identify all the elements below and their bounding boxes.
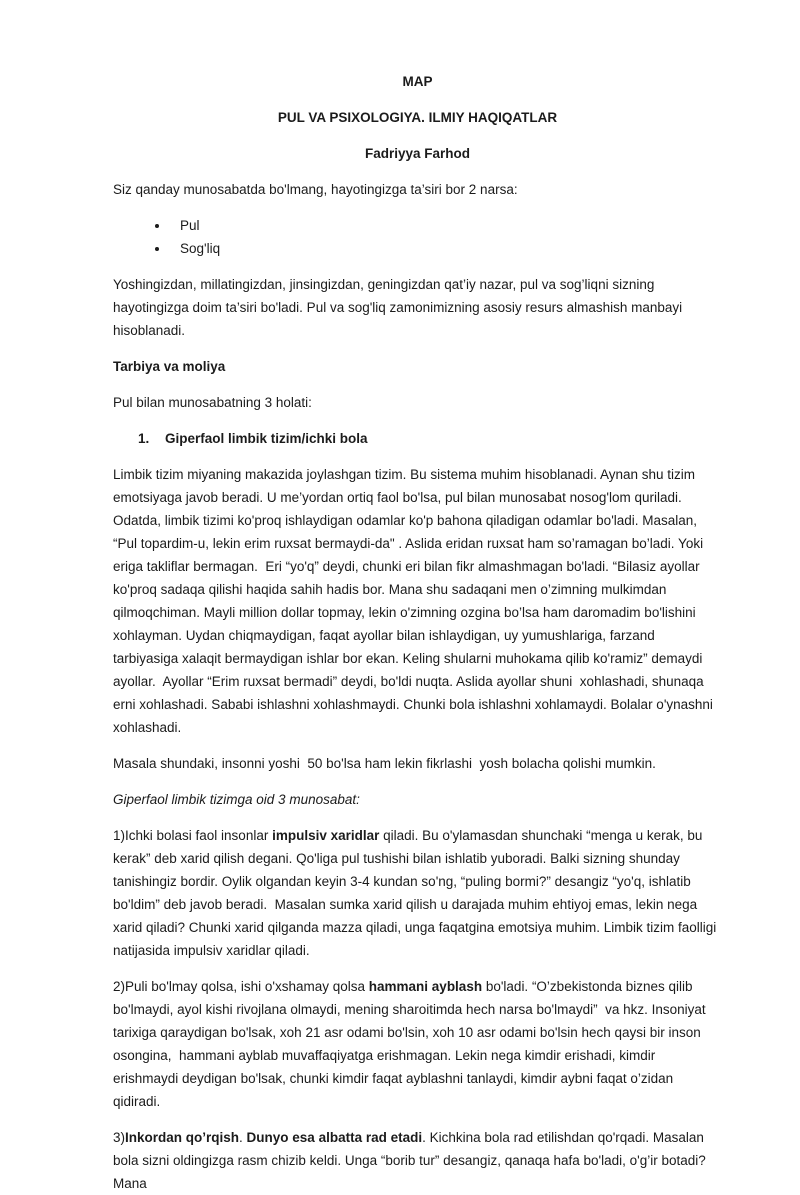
text-segment: hammani ayblash — [368, 979, 483, 994]
doc-author: Fadriyya Farhod — [364, 146, 471, 161]
text-segment: . Kichkina bola rad etilishdan qo'rqadi. Masalan bola sizni oldingizga rasm chizib keldi. Unga “borib tur” desangiz, qanaqa hafa bo'ladi, o'g’ir botadi? Mana — [113, 1130, 710, 1191]
bullet-list — [113, 214, 722, 260]
paragraph-fear-of-rejection — [113, 1126, 722, 1195]
bullet-item: • Pul — [170, 214, 722, 237]
paragraph-three-munosabat-italic: Giperfaol limbik tizimga oid 3 munosabat: — [113, 792, 360, 807]
paragraph-influence: Yoshingizdan, millatingizdan, jinsingizdan, geningizdan qat’iy nazar, pul va sog’liqni sizning hayotingizga doim ta’siri bo'ladi. Pul va sog'liq zamonimizning asosiy resurs almashish manbayi hisoblanadi. — [113, 277, 686, 338]
numbered-heading-limbik — [113, 427, 722, 450]
numbered-heading-label: Giperfaol limbik tizim/ichki bola — [165, 431, 368, 446]
doc-subtitle: PUL VA PSIXOLOGIYA. ILMIY HAQIQATLAR — [277, 110, 558, 125]
numbered-heading-number: 1. — [138, 431, 150, 446]
text-segment: 1)Ichki bolasi faol insonlar — [113, 828, 273, 843]
paragraph-intro: Siz qanday munosabatda bo'lmang, hayotingizga ta’siri bor 2 narsa: — [113, 182, 518, 197]
text-segment: 3) — [113, 1130, 126, 1145]
text-segment: Dunyo esa albatta rad etadi — [246, 1130, 423, 1145]
paragraph-three-states: Pul bilan munosabatning 3 holati: — [113, 395, 312, 410]
text-segment: . — [239, 1130, 247, 1145]
text-segment: qiladi. Bu o'ylamasdan shunchaki “menga u kerak, bu kerak” deb xarid qilish degani. Qo'liga pul tushishi bilan ishlatib yuboradi. Balki sizning shunday tanishingiz bordir. Oylik olgandan keyin 3-4 kundan so'ng, “puling bormi?” desangiz “yo'q, ishlatib bo'ldim” deb javob beradi. Masalan sumka xarid qilish u darajada muhim ehtiyoj emas, lekin nega xarid qiladi? Chunki xarid qilganda mazza qiladi, unga faqatgina emotsiya muhim. Limbik tizim faolligi natijasida impulsiv xaridlar qiladi. — [113, 828, 721, 958]
paragraph-limbik-system: Limbik tizim miyaning makazida joylashgan tizim. Bu sistema muhim hisoblanadi. Aynan shu tizim emotsiyaga javob beradi. U me’yordan ortiq faol bo'lsa, pul bilan munosabat nosog'lom quriladi. Odatda, limbik tizimi ko'proq ishlaydigan odamlar ko'p bahona qiladigan odamlar bo'ladi. Masalan, “Pul topardim-u, lekin erim ruxsat bermaydi-da" . Aslida eridan ruxsat ham so’ramagan bo’ladi. Yoki eriga takliflar bermagan. Eri “yo'q” deydi, chunki eri bilan fikr almashmagan bo'ladi. “Bilasiz ayollar ko'proq sadaqa qilishi haqida sahih hadis bor. Mana shu sadaqani men o’zimning mulkimdan qilmoqchiman. Mayli million dollar topmay, lekin o'zimning ozgina bo’lsa ham daromadim bo'lishini xohlayman. Uydan chiqmaydigan, faqat ayollar bilan ishlaydigan, uy yumushlariga, farzand tarbiyasiga xalaqit bermaydigan ishlar bor ekan. Keling shularni muhokama qilib ko'ramiz” demaydi ayollar. Ayollar “Erim ruxsat bermadi” deydi, bo'ldi nuqta. Aslida ayollar shuni xohlashadi, shunaqa erni xohlashadi. Sababi ishlashni xohlashmaydi. Chunki bola ishlashni xohlamaydi. Bolalar o'ynashni xohlashadi. — [113, 467, 717, 735]
heading-tarbiya-va-moliya: Tarbiya va moliya — [113, 359, 226, 374]
text-segment: impulsiv xaridlar — [272, 828, 380, 843]
doc-title: MAP — [402, 74, 433, 89]
text-segment: bo'ladi. “O’zbekistonda biznes qilib bo'lmaydi, ayol kishi rivojlana olmaydi, mening sharoitimda hech narsa bo'lmaydi” va hkz. Insoniyat tarixiga qaraydigan bo'lsak, xoh 21 asr odami bo'lsin, xoh 10 asr odami bo'lsin hech qaysi bir inson osongina, hammani ayblab muvaffaqiyatga erishmagan. Lekin nega kimdir erishadi, kimdir erishmaydi deydigan bo'lsak, chunki kimdir faqat ayblashni tanlaydi, kimdir aybni faqat o’zidan qidiradi. — [113, 979, 710, 1109]
bullet-item: • Sog'liq — [170, 237, 722, 260]
text-segment: 2)Puli bo'lmay qolsa, ishi o'xshamay qolsa — [113, 979, 369, 994]
text-segment: Inkordan qo’rqish — [125, 1130, 240, 1145]
paragraph-masala: Masala shundaki, insonni yoshi 50 bo'lsa ham lekin fikrlashi yosh bolacha qolishi mumkin. — [113, 756, 656, 771]
paragraph-impulsive-buying — [113, 824, 722, 962]
paragraph-blaming-everyone — [113, 975, 722, 1113]
